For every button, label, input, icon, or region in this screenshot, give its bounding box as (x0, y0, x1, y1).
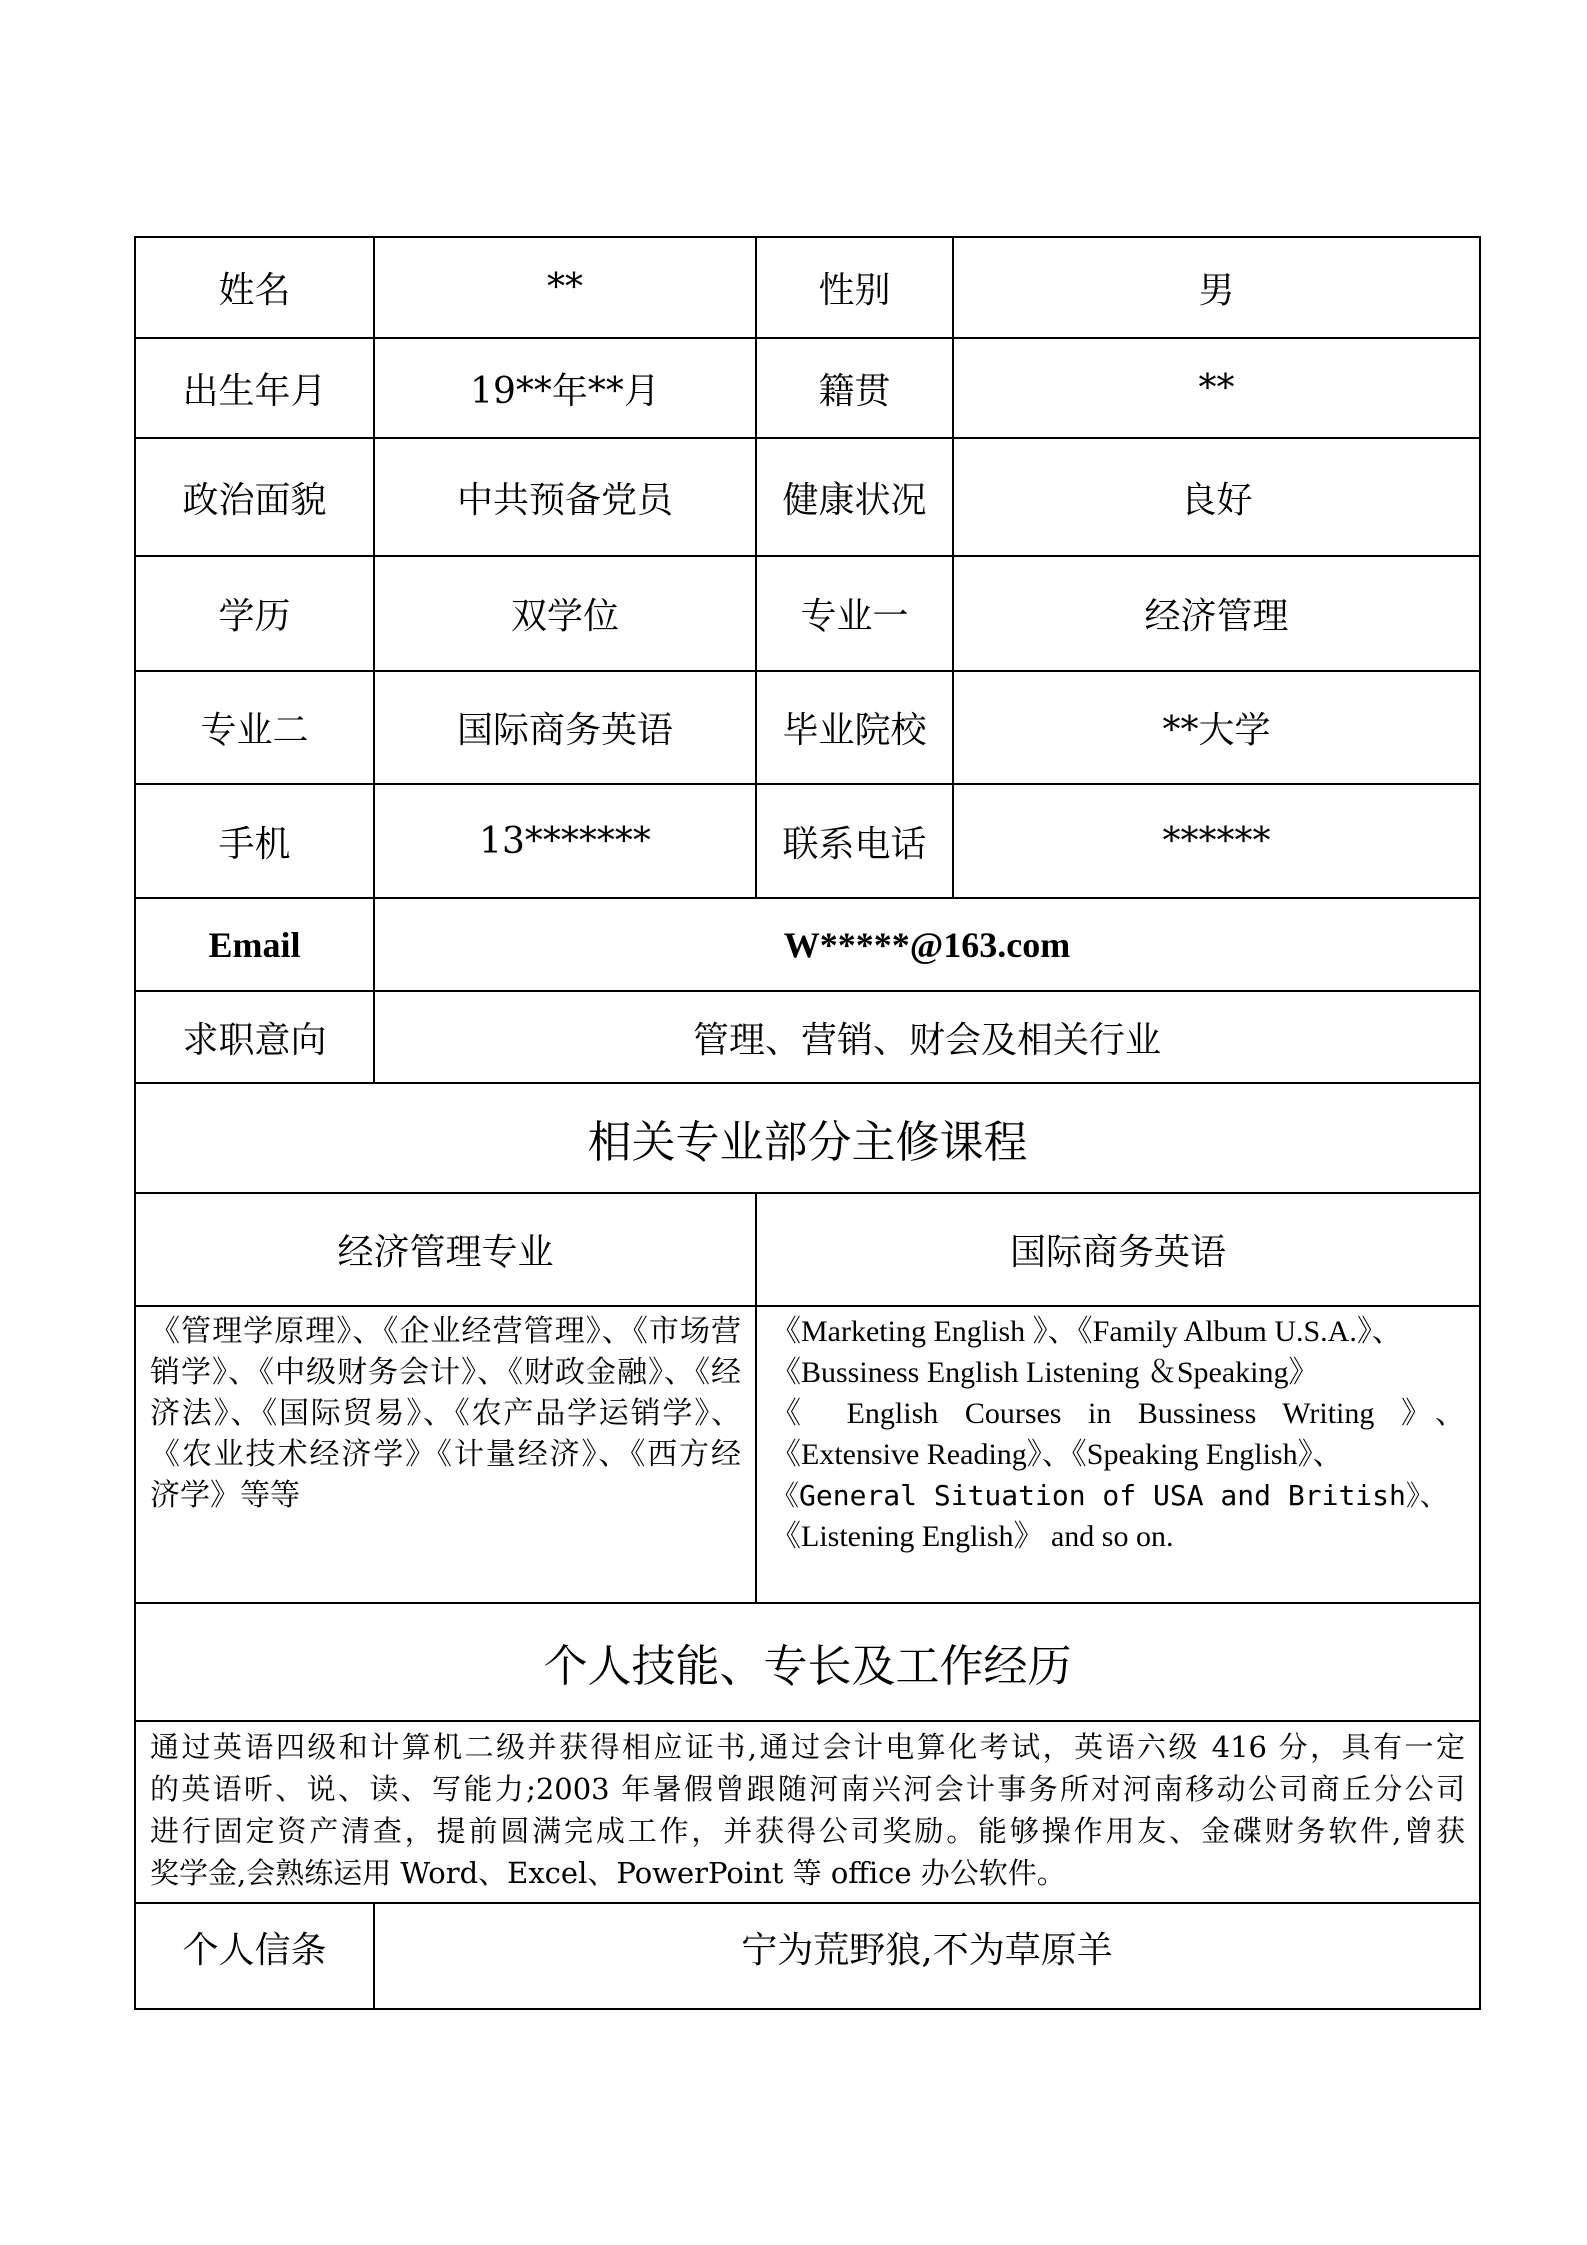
value-phone: ****** (953, 784, 1480, 898)
value-origin: ** (953, 338, 1480, 438)
row-courses-lists (135, 1306, 1480, 1603)
value-birth: 19**年**月 (374, 338, 756, 438)
course-line: 《Marketing English 》、《Family Album U.S.A.》、 (771, 1315, 1402, 1348)
row-name-gender (135, 237, 1480, 338)
value-politics: 中共预备党员 (374, 438, 756, 556)
value-name: ** (374, 237, 756, 338)
course-line: 销学》、《中级财务会计》、《财政金融》、《经 (150, 1355, 741, 1390)
label-politics: 政治面貌 (135, 438, 374, 556)
label-school: 毕业院校 (756, 671, 953, 784)
value-major2: 国际商务英语 (374, 671, 756, 784)
label-motto: 个人信条 (135, 1903, 374, 2009)
value-mobile: 13******* (374, 784, 756, 898)
course-line: 济法》、《国际贸易》、《农产品学运销学》、 (150, 1396, 741, 1431)
row-birth-origin (135, 338, 1480, 438)
course-line: 《农业技术经济学》《计量经济》、《西方经 (150, 1437, 741, 1472)
value-school: **大学 (953, 671, 1480, 784)
label-name: 姓名 (135, 237, 374, 338)
skills-text (135, 1721, 1480, 1903)
label-origin: 籍贯 (756, 338, 953, 438)
value-education: 双学位 (374, 556, 756, 671)
row-courses-title (135, 1083, 1480, 1193)
course-line: 《Listening English》 and so on. (771, 1520, 1174, 1553)
courses-col1-text (135, 1306, 756, 1603)
courses-col2-text (756, 1306, 1480, 1603)
course-line: 济学》等等 (150, 1478, 300, 1513)
value-gender: 男 (953, 237, 1480, 338)
value-email: W*****@163.com (374, 898, 1480, 991)
course-line: 《 English Courses in Bussiness Writing 》、 (771, 1397, 1465, 1430)
row-job-intent (135, 991, 1480, 1083)
row-major2-school (135, 671, 1480, 784)
row-education-major1 (135, 556, 1480, 671)
label-health: 健康状况 (756, 438, 953, 556)
course-line: 《Extensive Reading》、《Speaking English》、 (771, 1438, 1343, 1471)
label-birth: 出生年月 (135, 338, 374, 438)
value-job-intent: 管理、营销、财会及相关行业 (374, 991, 1480, 1083)
row-courses-headers (135, 1193, 1480, 1306)
resume-table (134, 236, 1481, 2010)
row-email (135, 898, 1480, 991)
row-skills-title (135, 1603, 1480, 1721)
section-title-courses: 相关专业部分主修课程 (135, 1083, 1480, 1193)
skills-line: 的英语听、说、读、写能力;2003 年暑假曾跟随河南兴河会计事务所对河南移动公司商丘分公司 (150, 1772, 1465, 1806)
course-line: 《Bussiness English Listening ＆Speaking》 (771, 1356, 1319, 1389)
label-job-intent: 求职意向 (135, 991, 374, 1083)
row-mobile-phone (135, 784, 1480, 898)
courses-col1-title: 经济管理专业 (135, 1193, 756, 1306)
label-phone: 联系电话 (756, 784, 953, 898)
skills-line: 通过英语四级和计算机二级并获得相应证书,通过会计电算化考试，英语六级 416 分，具有一定 (150, 1730, 1465, 1764)
label-major1: 专业一 (756, 556, 953, 671)
skills-line: 进行固定资产清查，提前圆满完成工作，并获得公司奖励。能够操作用友、金碟财务软件,曾获 (150, 1814, 1465, 1848)
label-mobile: 手机 (135, 784, 374, 898)
value-motto: 宁为荒野狼,不为草原羊 (374, 1903, 1480, 2009)
value-major1: 经济管理 (953, 556, 1480, 671)
label-education: 学历 (135, 556, 374, 671)
row-politics-health (135, 438, 1480, 556)
label-email: Email (135, 898, 374, 991)
course-line: 《管理学原理》、《企业经营管理》、《市场营 (150, 1314, 741, 1349)
courses-col2-title: 国际商务英语 (756, 1193, 1480, 1306)
row-motto (135, 1903, 1480, 2009)
course-line: 《General Situation of USA and British》、 (771, 1479, 1448, 1512)
label-major2: 专业二 (135, 671, 374, 784)
label-gender: 性别 (756, 237, 953, 338)
row-skills-text (135, 1721, 1480, 1903)
skills-line: 奖学金,会熟练运用 Word、Excel、PowerPoint 等 office 办公软件。 (150, 1856, 1066, 1890)
section-title-skills: 个人技能、专长及工作经历 (135, 1603, 1480, 1721)
value-health: 良好 (953, 438, 1480, 556)
